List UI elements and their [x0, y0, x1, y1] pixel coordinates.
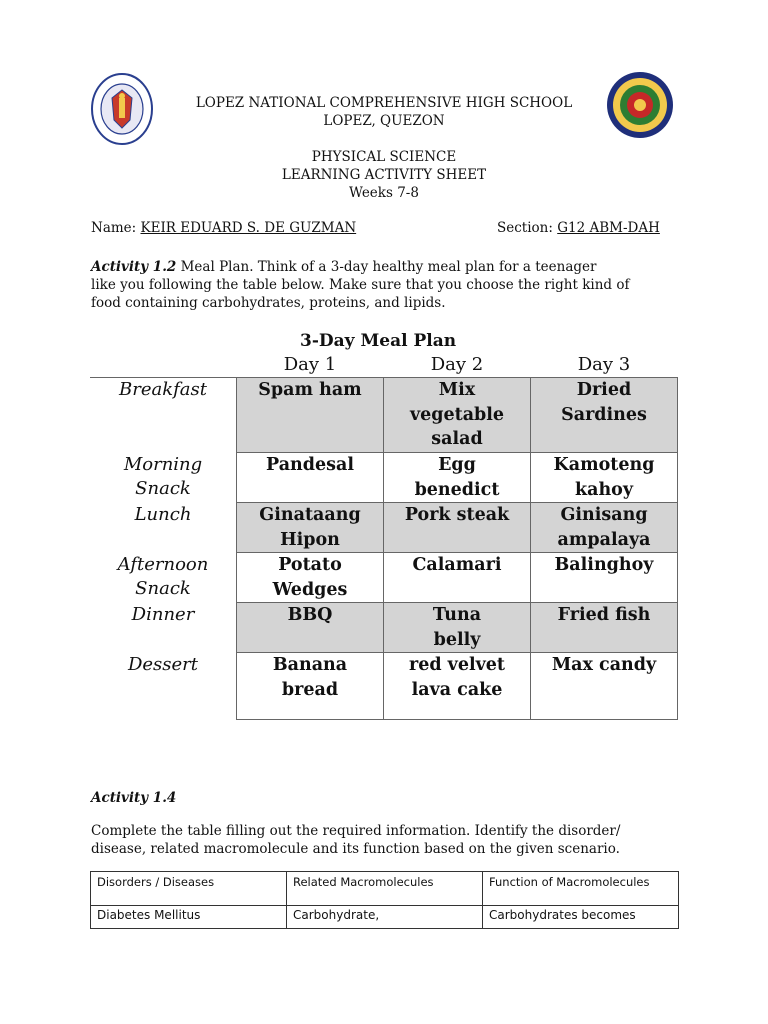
table-row: [90, 378, 678, 453]
day-3-header: Day 3: [577, 354, 631, 375]
meal-cell-day-1: [237, 378, 384, 453]
meal-label-line: Snack: [135, 478, 191, 499]
deped-seal-logo: [91, 72, 153, 146]
meal-cell-line: benedict: [414, 479, 500, 500]
meal-cell-line: Ginataang: [259, 505, 361, 525]
meal-label-line: Lunch: [134, 503, 192, 525]
meal-label-line: Dessert: [127, 653, 199, 675]
col-header-disorders: Disorders / Diseases: [91, 872, 287, 906]
section-field: [497, 220, 660, 236]
meal-cell-day-1: [237, 653, 384, 720]
weeks-label: Weeks 7-8: [349, 185, 419, 201]
meal-cell-line: red velvet: [408, 655, 506, 675]
name-value: KEIR EDUARD S. DE GUZMAN: [140, 220, 357, 236]
meal-cell-line: Potato: [278, 555, 342, 575]
activity-1-2-label: Activity 1.2: [91, 259, 177, 275]
meal-cell-day-1: [237, 603, 384, 653]
activity-1-2-instructions: [91, 258, 691, 312]
meal-cell-day-3: [531, 653, 678, 720]
day-1-header: Day 1: [283, 354, 337, 375]
meal-cell-line: Tuna: [432, 605, 482, 625]
meal-label: [90, 503, 237, 553]
meal-label-line: Dinner: [131, 603, 195, 625]
meal-plan-title: 3-Day Meal Plan: [300, 331, 457, 351]
meal-label: [90, 653, 237, 720]
meal-cell-line: lava cake: [411, 679, 503, 700]
meal-cell-line: Kamoteng: [553, 455, 655, 475]
meal-cell-line: Egg: [438, 455, 476, 475]
meal-cell-line: Fried fish: [557, 605, 651, 625]
name-field: [91, 220, 356, 236]
table-row: [90, 653, 678, 720]
meal-cell-day-2: [384, 503, 531, 553]
table-row: [90, 603, 678, 653]
activity-1-4-title: Activity 1.4: [91, 790, 177, 806]
activity-1-4-instructions: [91, 822, 691, 858]
meal-label: [90, 453, 237, 503]
disorder-cell: Diabetes Mellitus: [91, 906, 287, 929]
meal-cell-line: Ginisang: [560, 505, 648, 525]
meal-cell-line: Pandesal: [266, 455, 354, 475]
meal-cell-line: Max candy: [551, 655, 657, 675]
activity-1-2-line3: food containing carbohydrates, proteins, and lipids.: [91, 295, 446, 311]
meal-cell-line: Dried: [576, 380, 632, 400]
meal-cell-line: Balinghoy: [554, 555, 654, 575]
disorders-table-header-row: [91, 872, 679, 906]
name-label: Name:: [91, 220, 137, 236]
meal-cell-line: Hipon: [280, 529, 340, 550]
activity-1-4-line2: disease, related macromolecule and its function based on the given scenario.: [91, 841, 620, 857]
activity-1-2-line2: like you following the table below. Make sure that you choose the right kind of: [91, 277, 630, 293]
activity-1-4-label: [91, 789, 691, 807]
meal-cell-line: vegetable: [409, 404, 505, 425]
meal-cell-line: Mix: [438, 380, 476, 400]
table-row: [90, 503, 678, 553]
meal-cell-line: ampalaya: [557, 529, 651, 550]
meal-cell-line: Spam ham: [258, 380, 362, 400]
meal-cell-line: Sardines: [561, 404, 647, 425]
meal-cell-day-3: [531, 503, 678, 553]
section-label: Section:: [497, 220, 553, 236]
table-row: [91, 906, 679, 929]
meal-cell-line: Banana: [272, 655, 348, 675]
meal-cell-line: salad: [431, 429, 483, 449]
meal-cell-line: Wedges: [272, 579, 348, 600]
table-row: [90, 453, 678, 503]
meal-plan-table: [90, 377, 678, 720]
meal-cell-day-2: [384, 378, 531, 453]
meal-cell-day-1: [237, 503, 384, 553]
meal-label-line: Morning: [123, 453, 203, 475]
macromolecule-cell: Carbohydrate,: [287, 906, 483, 929]
meal-label-line: Afternoon: [117, 553, 209, 575]
meal-label-line: Breakfast: [119, 379, 207, 400]
activity-1-2-line1: Meal Plan. Think of a 3-day healthy meal plan for a teenager: [176, 259, 597, 275]
day-2-header: Day 2: [430, 354, 484, 375]
meal-label: [90, 378, 237, 453]
activity-1-4-line1: Complete the table filling out the required information. Identify the disorder/: [91, 823, 621, 839]
meal-cell-day-3: [531, 378, 678, 453]
meal-cell-day-2: [384, 603, 531, 653]
meal-cell-line: BBQ: [287, 605, 333, 625]
col-header-macromolecules: Related Macromolecules: [287, 872, 483, 906]
meal-cell-day-2: [384, 453, 531, 503]
meal-cell-day-1: [237, 553, 384, 603]
meal-cell-day-2: [384, 553, 531, 603]
meal-label-line: Snack: [135, 578, 191, 599]
table-row: [90, 553, 678, 603]
meal-cell-day-3: [531, 553, 678, 603]
col-header-function: Function of Macromolecules: [483, 872, 679, 906]
school-location: LOPEZ, QUEZON: [323, 113, 445, 129]
function-cell: Carbohydrates becomes: [483, 906, 679, 929]
meal-cell-line: Calamari: [412, 555, 502, 575]
meal-cell-day-1: [237, 453, 384, 503]
meal-cell-day-3: [531, 603, 678, 653]
subject-title: PHYSICAL SCIENCE: [311, 149, 457, 165]
meal-cell-line: bread: [281, 679, 339, 700]
meal-cell-line: kahoy: [574, 479, 634, 500]
sheet-title: LEARNING ACTIVITY SHEET: [281, 167, 487, 183]
meal-label: [90, 603, 237, 653]
section-value: G12 ABM-DAH: [557, 220, 660, 236]
meal-cell-day-2: [384, 653, 531, 720]
meal-cell-line: belly: [433, 629, 481, 650]
school-name: LOPEZ NATIONAL COMPREHENSIVE HIGH SCHOOL: [195, 95, 573, 111]
meal-cell-line: Pork steak: [404, 505, 510, 525]
disorders-table: [90, 871, 679, 929]
meal-label: [90, 553, 237, 603]
meal-cell-day-3: [531, 453, 678, 503]
